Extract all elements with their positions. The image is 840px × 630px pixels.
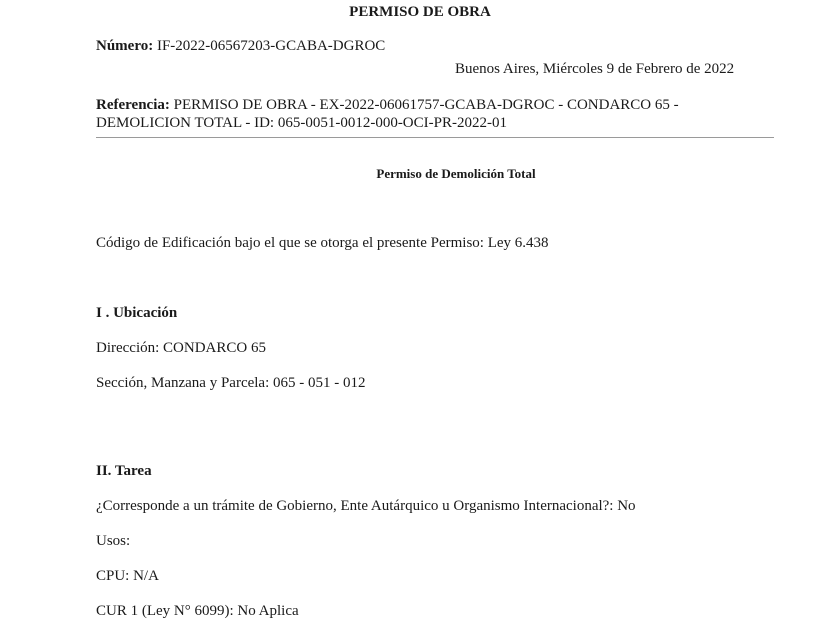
codigo-edificacion: Código de Edificación bajo el que se otorga el presente Permiso: Ley 6.438 xyxy=(96,235,549,251)
numero-row xyxy=(96,37,385,55)
referencia-label: Referencia: xyxy=(96,97,170,113)
document-title: PERMISO DE OBRA xyxy=(349,4,491,20)
referencia-line1: PERMISO DE OBRA - EX-2022-06061757-GCABA-DGROC - CONDARCO 65 - xyxy=(173,97,679,113)
usos-label: Usos: xyxy=(96,533,131,549)
direccion: Dirección: CONDARCO 65 xyxy=(96,340,266,356)
document-subtitle: Permiso de Demolición Total xyxy=(376,166,536,181)
cpu: CPU: N/A xyxy=(96,568,159,584)
pregunta-gobierno: ¿Corresponde a un trámite de Gobierno, Ente Autárquico u Organismo Internacional?: No xyxy=(96,498,636,514)
numero-label: Número: xyxy=(96,38,154,54)
numero-value: IF-2022-06567203-GCABA-DGROC xyxy=(156,38,386,54)
seccion-manzana-parcela: Sección, Manzana y Parcela: 065 - 051 - 012 xyxy=(96,375,366,391)
section-ubicacion-heading: I . Ubicación xyxy=(96,305,178,321)
divider xyxy=(96,137,774,138)
referencia-row xyxy=(96,96,679,114)
referencia-line2: DEMOLICION TOTAL - ID: 065-0051-0012-000-OCI-PR-2022-01 xyxy=(96,115,507,131)
cur: CUR 1 (Ley N° 6099): No Aplica xyxy=(96,603,299,619)
section-tarea-heading: II. Tarea xyxy=(96,463,152,479)
place-date: Buenos Aires, Miércoles 9 de Febrero de 2022 xyxy=(455,61,735,77)
